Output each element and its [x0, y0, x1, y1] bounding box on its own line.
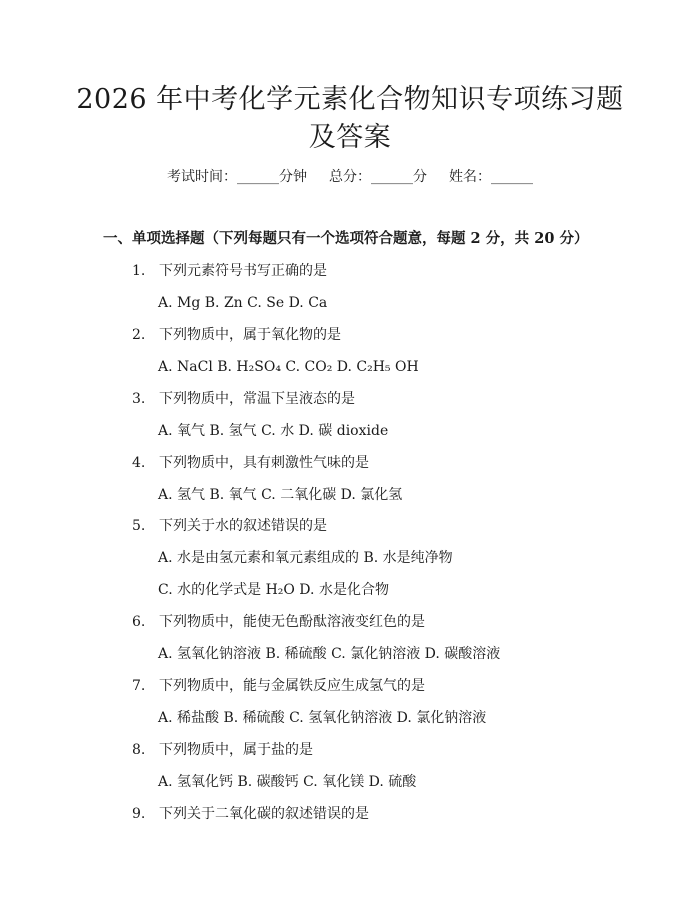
question-number: 8. — [132, 742, 146, 758]
question-options: A. Mg B. Zn C. Se D. Ca — [158, 295, 328, 311]
question-number: 5. — [132, 518, 146, 534]
question-options: C. 水的化学式是 H₂O D. 水是化合物 — [158, 582, 389, 598]
question-options: A. 氧气 B. 氢气 C. 水 D. 碳 dioxide — [158, 423, 389, 439]
question-stem: 下列物质中，能使无色酚酞溶液变红色的是 — [159, 614, 425, 630]
question-options: A. 氢氧化钠溶液 B. 稀硫酸 C. 氯化钠溶液 D. 碳酸溶液 — [158, 646, 501, 662]
question-options: A. 稀盐酸 B. 稀硫酸 C. 氢氧化钠溶液 D. 氯化钠溶液 — [158, 710, 487, 726]
question-stem: 下列物质中，属于氧化物的是 — [159, 327, 341, 343]
question-options: A. 氢氧化钙 B. 碳酸钙 C. 氧化镁 D. 硫酸 — [158, 774, 417, 790]
question-number: 7. — [132, 678, 146, 694]
exam-time-field: 考试时间：______分钟 — [167, 169, 307, 185]
question-options: A. 水是由氢元素和氧元素组成的 B. 水是纯净物 — [158, 550, 453, 566]
question-stem: 下列物质中，具有刺激性气味的是 — [159, 455, 369, 471]
question-number: 4. — [132, 455, 146, 471]
question-options: A. NaCl B. H₂SO₄ C. CO₂ D. C₂H₅ OH — [158, 359, 419, 375]
question-stem: 下列物质中，属于盐的是 — [159, 742, 313, 758]
question-stem: 下列元素符号书写正确的是 — [159, 263, 327, 279]
page-title-line-2: 及答案 — [308, 122, 392, 153]
question-number: 1. — [132, 263, 146, 279]
question-number: 9. — [132, 806, 146, 822]
student-name-field: 姓名：______ — [449, 169, 533, 185]
exam-meta — [0, 166, 700, 188]
question-number: 6. — [132, 614, 146, 630]
page-title-line-1: 2026 年中考化学元素化合物知识专项练习题 — [76, 84, 624, 115]
question-stem: 下列物质中，常温下呈液态的是 — [159, 391, 355, 407]
section-heading-single-choice: 一、单项选择题（下列每题只有一个选项符合题意，每题 2 分，共 20 分） — [103, 230, 589, 247]
question-stem: 下列物质中，能与金属铁反应生成氢气的是 — [159, 678, 425, 694]
question-stem: 下列关于水的叙述错误的是 — [159, 518, 327, 534]
question-options: A. 氢气 B. 氧气 C. 二氧化碳 D. 氯化氢 — [158, 487, 403, 503]
question-stem: 下列关于二氧化碳的叙述错误的是 — [159, 806, 369, 822]
question-number: 2. — [132, 327, 146, 343]
question-number: 3. — [132, 391, 146, 407]
total-score-field: 总分：______分 — [329, 169, 427, 185]
